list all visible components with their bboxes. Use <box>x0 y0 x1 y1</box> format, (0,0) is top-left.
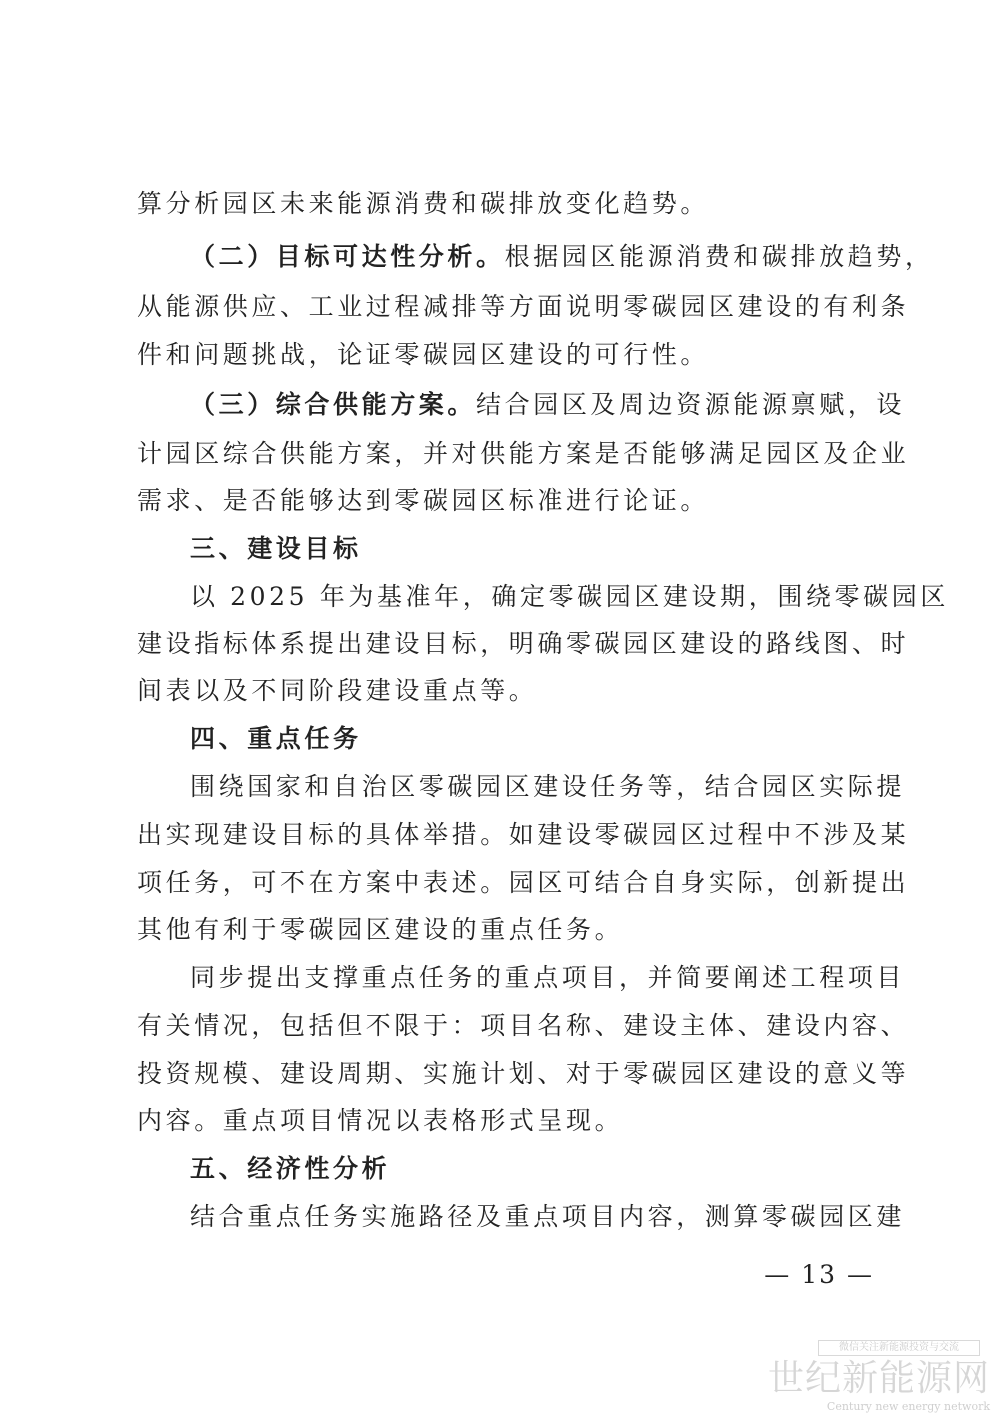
subsection-heading-3: （三）综合供能方案。 <box>190 390 477 419</box>
body-line-6: 计园区综合供能方案，并对供能方案是否能够满足园区及企业 <box>137 439 910 468</box>
page-number: — 13 — <box>764 1260 874 1289</box>
body-line-15: 项任务，可不在方案中表述。园区可结合自身实际，创新提出 <box>137 868 910 897</box>
watermark-title: 世纪新能源网 <box>768 1358 991 1399</box>
body-line-11: 间表以及不同阶段建设重点等。 <box>137 676 538 705</box>
body-line-4: 件和问题挑战，论证零碳园区建设的可行性。 <box>137 340 710 369</box>
body-line-13: 围绕国家和自治区零碳园区建设任务等，结合园区实际提 <box>190 772 906 801</box>
body-line-10: 建设指标体系提出建设目标，明确零碳园区建设的路线图、时 <box>137 629 910 658</box>
subsection-line-2 <box>190 240 934 274</box>
body-line-7: 需求、是否能够达到零碳园区标准进行论证。 <box>137 486 710 515</box>
subsection-heading-2: （二）目标可达性分析。 <box>190 242 505 271</box>
body-line-20: 内容。重点项目情况以表格形式呈现。 <box>137 1106 624 1135</box>
body-line-22: 结合重点任务实施路径及重点项目内容，测算零碳园区建 <box>190 1202 906 1231</box>
section-heading-5: 五、经济性分析 <box>190 1154 391 1183</box>
body-line-17: 同步提出支撑重点任务的重点项目，并简要阐述工程项目 <box>190 963 906 992</box>
subsection-line-3 <box>190 388 906 422</box>
body-line-3: 从能源供应、工业过程减排等方面说明零碳园区建设的有利条 <box>137 292 910 321</box>
subsection-text-3: 结合园区及周边资源能源禀赋，设 <box>476 390 906 419</box>
body-line-19: 投资规模、建设周期、实施计划、对于零碳园区建设的意义等 <box>137 1059 910 1088</box>
section-heading-4: 四、重点任务 <box>190 724 362 753</box>
body-line-18: 有关情况，包括但不限于：项目名称、建设主体、建设内容、 <box>137 1011 910 1040</box>
watermark-subtitle: Century new energy network <box>826 1400 990 1413</box>
body-line-1: 算分析园区未来能源消费和碳排放变化趋势。 <box>137 189 710 218</box>
watermark-box: 微信关注新能源投资与交流 <box>818 1340 980 1356</box>
body-line-16: 其他有利于零碳园区建设的重点任务。 <box>137 915 624 944</box>
section-heading-3: 三、建设目标 <box>190 534 362 563</box>
body-line-9: 以 2025 年为基准年，确定零碳园区建设期，围绕零碳园区 <box>190 582 949 611</box>
body-line-14: 出实现建设目标的具体举措。如建设零碳园区过程中不涉及某 <box>137 820 910 849</box>
subsection-text-2: 根据园区能源消费和碳排放趋势， <box>504 242 934 271</box>
